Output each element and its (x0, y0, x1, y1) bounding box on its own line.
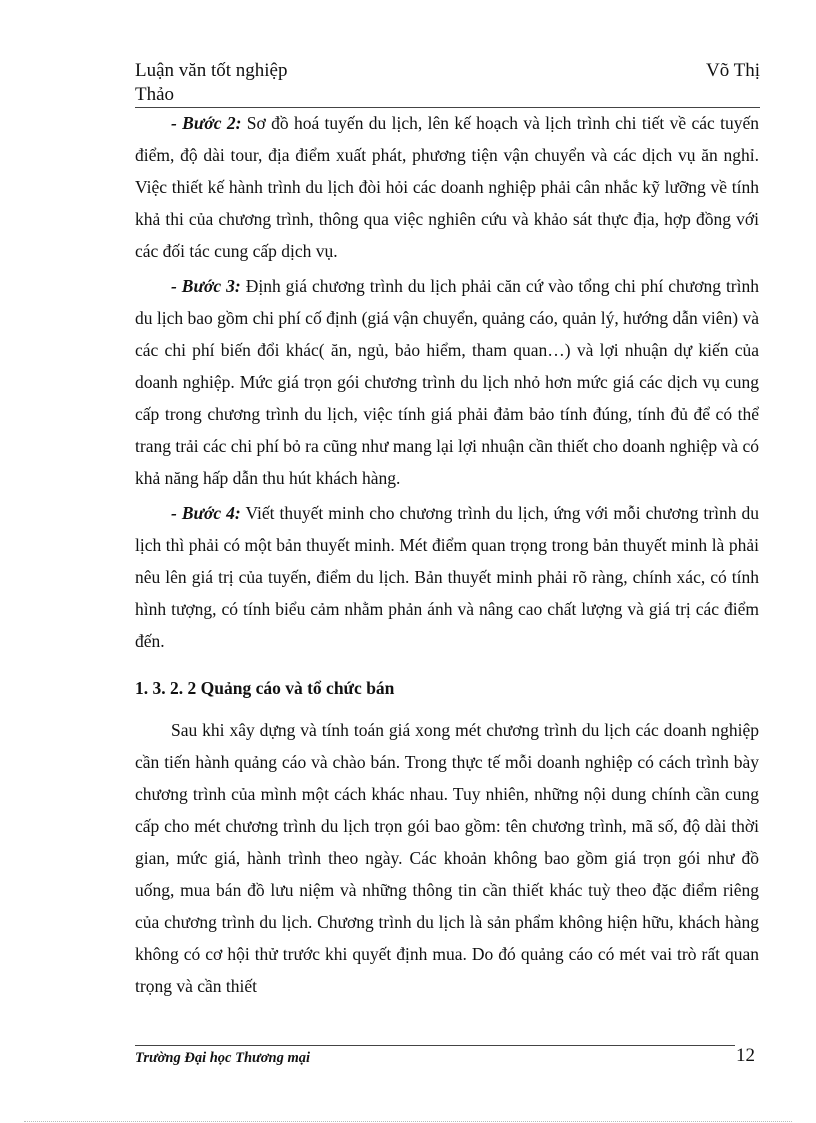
header-author: Võ Thị (705, 60, 760, 81)
step-3-text: Định giá chương trình du lịch phải căn cứ vào tổng chi phí chương trình du lịch bao gồm chi phí cố định (giá vận chuyển, quảng cáo, quản lý, hướng dẫn viên) và các chi phí biến đổi khác( ăn, ngủ, bảo hiểm, tham quan…) và lợi nhuận dự kiến của doanh nghiệp. Mức giá trọn gói chương trình du lịch nhỏ hơn mức giá các dịch vụ cung cấp trong chương trình du lịch, việc tính giá phải đảm bảo tính đúng, tính đủ để có thể trang trải các chi phí bỏ ra cũng như mang lại lợi nhuận cần thiết cho doanh nghiệp và có khả năng hấp dẫn thu hút khách hàng. (135, 276, 759, 488)
paragraph-step-3 (135, 270, 759, 494)
section-paragraph: Sau khi xây dựng và tính toán giá xong mét chương trình du lịch các doanh nghiệp cần tiến hành quảng cáo và chào bán. Trong thực tế mỗi doanh nghiệp có cách trình bày chương trình của mình một cách khác nhau. Tuy nhiên, những nội dung chính cần cung cấp cho mét chương trình du lịch trọn gói bao gồm: tên chương trình, mã số, độ dài thời gian, mức giá, hành trình theo ngày. Các khoản không bao gồm giá trọn gói như đồ uống, mua bán đồ lưu niệm và những thông tin cần thiết khác tuỳ theo đặc điểm riêng của chương trình du lịch. Chương trình du lịch là sản phẩm không hiện hữu, khách hàng không có cơ hội thử trước khi quyết định mua. Do đó quảng cáo có mét vai trò rất quan trọng và cần thiết (135, 720, 759, 996)
paragraph-step-2 (135, 107, 759, 267)
step-4-label: - Bước 4: (171, 503, 241, 523)
footer-divider (135, 1045, 735, 1046)
step-4-text: Viết thuyết minh cho chương trình du lịch, ứng với mỗi chương trình du lịch thì phải có một bản thuyết minh. Mét điểm quan trọng trong bản thuyết minh là phải nêu lên giá trị của tuyến, điểm du lịch. Bản thuyết minh phải rõ ràng, chính xác, có tính hình tượng, có tính biểu cảm nhằm phản ánh và nâng cao chất lượng và giá trị các điểm đến. (135, 503, 759, 651)
section-heading: 1. 3. 2. 2 Quảng cáo và tổ chức bán (135, 678, 395, 698)
step-2-label: - Bước 2: (171, 113, 242, 133)
page-body (135, 107, 759, 1002)
step-2-text: Sơ đồ hoá tuyến du lịch, lên kế hoạch và lịch trình chi tiết về các tuyến điểm, độ dài tour, địa điểm xuất phát, phương tiện vận chuyển và các dịch vụ ăn nghỉ. Việc thiết kế hành trình du lịch đòi hỏi các doanh nghiệp phải cân nhắc kỹ lưỡng về tính khả thi của chương trình, thông qua việc nghiên cứu và khảo sát thực địa, hợp đồng với các đối tác cung cấp dịch vụ. (135, 113, 759, 261)
step-3-label: - Bước 3: (171, 276, 241, 296)
header-title-text: Luận văn tốt nghiệp (135, 60, 288, 81)
paragraph-step-4 (135, 497, 759, 657)
page-header (135, 58, 760, 110)
page-break-line (24, 1121, 792, 1122)
page-number: 12 (736, 1045, 755, 1066)
footer-school: Trường Đại học Thương mại (135, 1050, 311, 1066)
header-author-continuation: Thảo (135, 84, 175, 105)
header-title (135, 58, 335, 83)
